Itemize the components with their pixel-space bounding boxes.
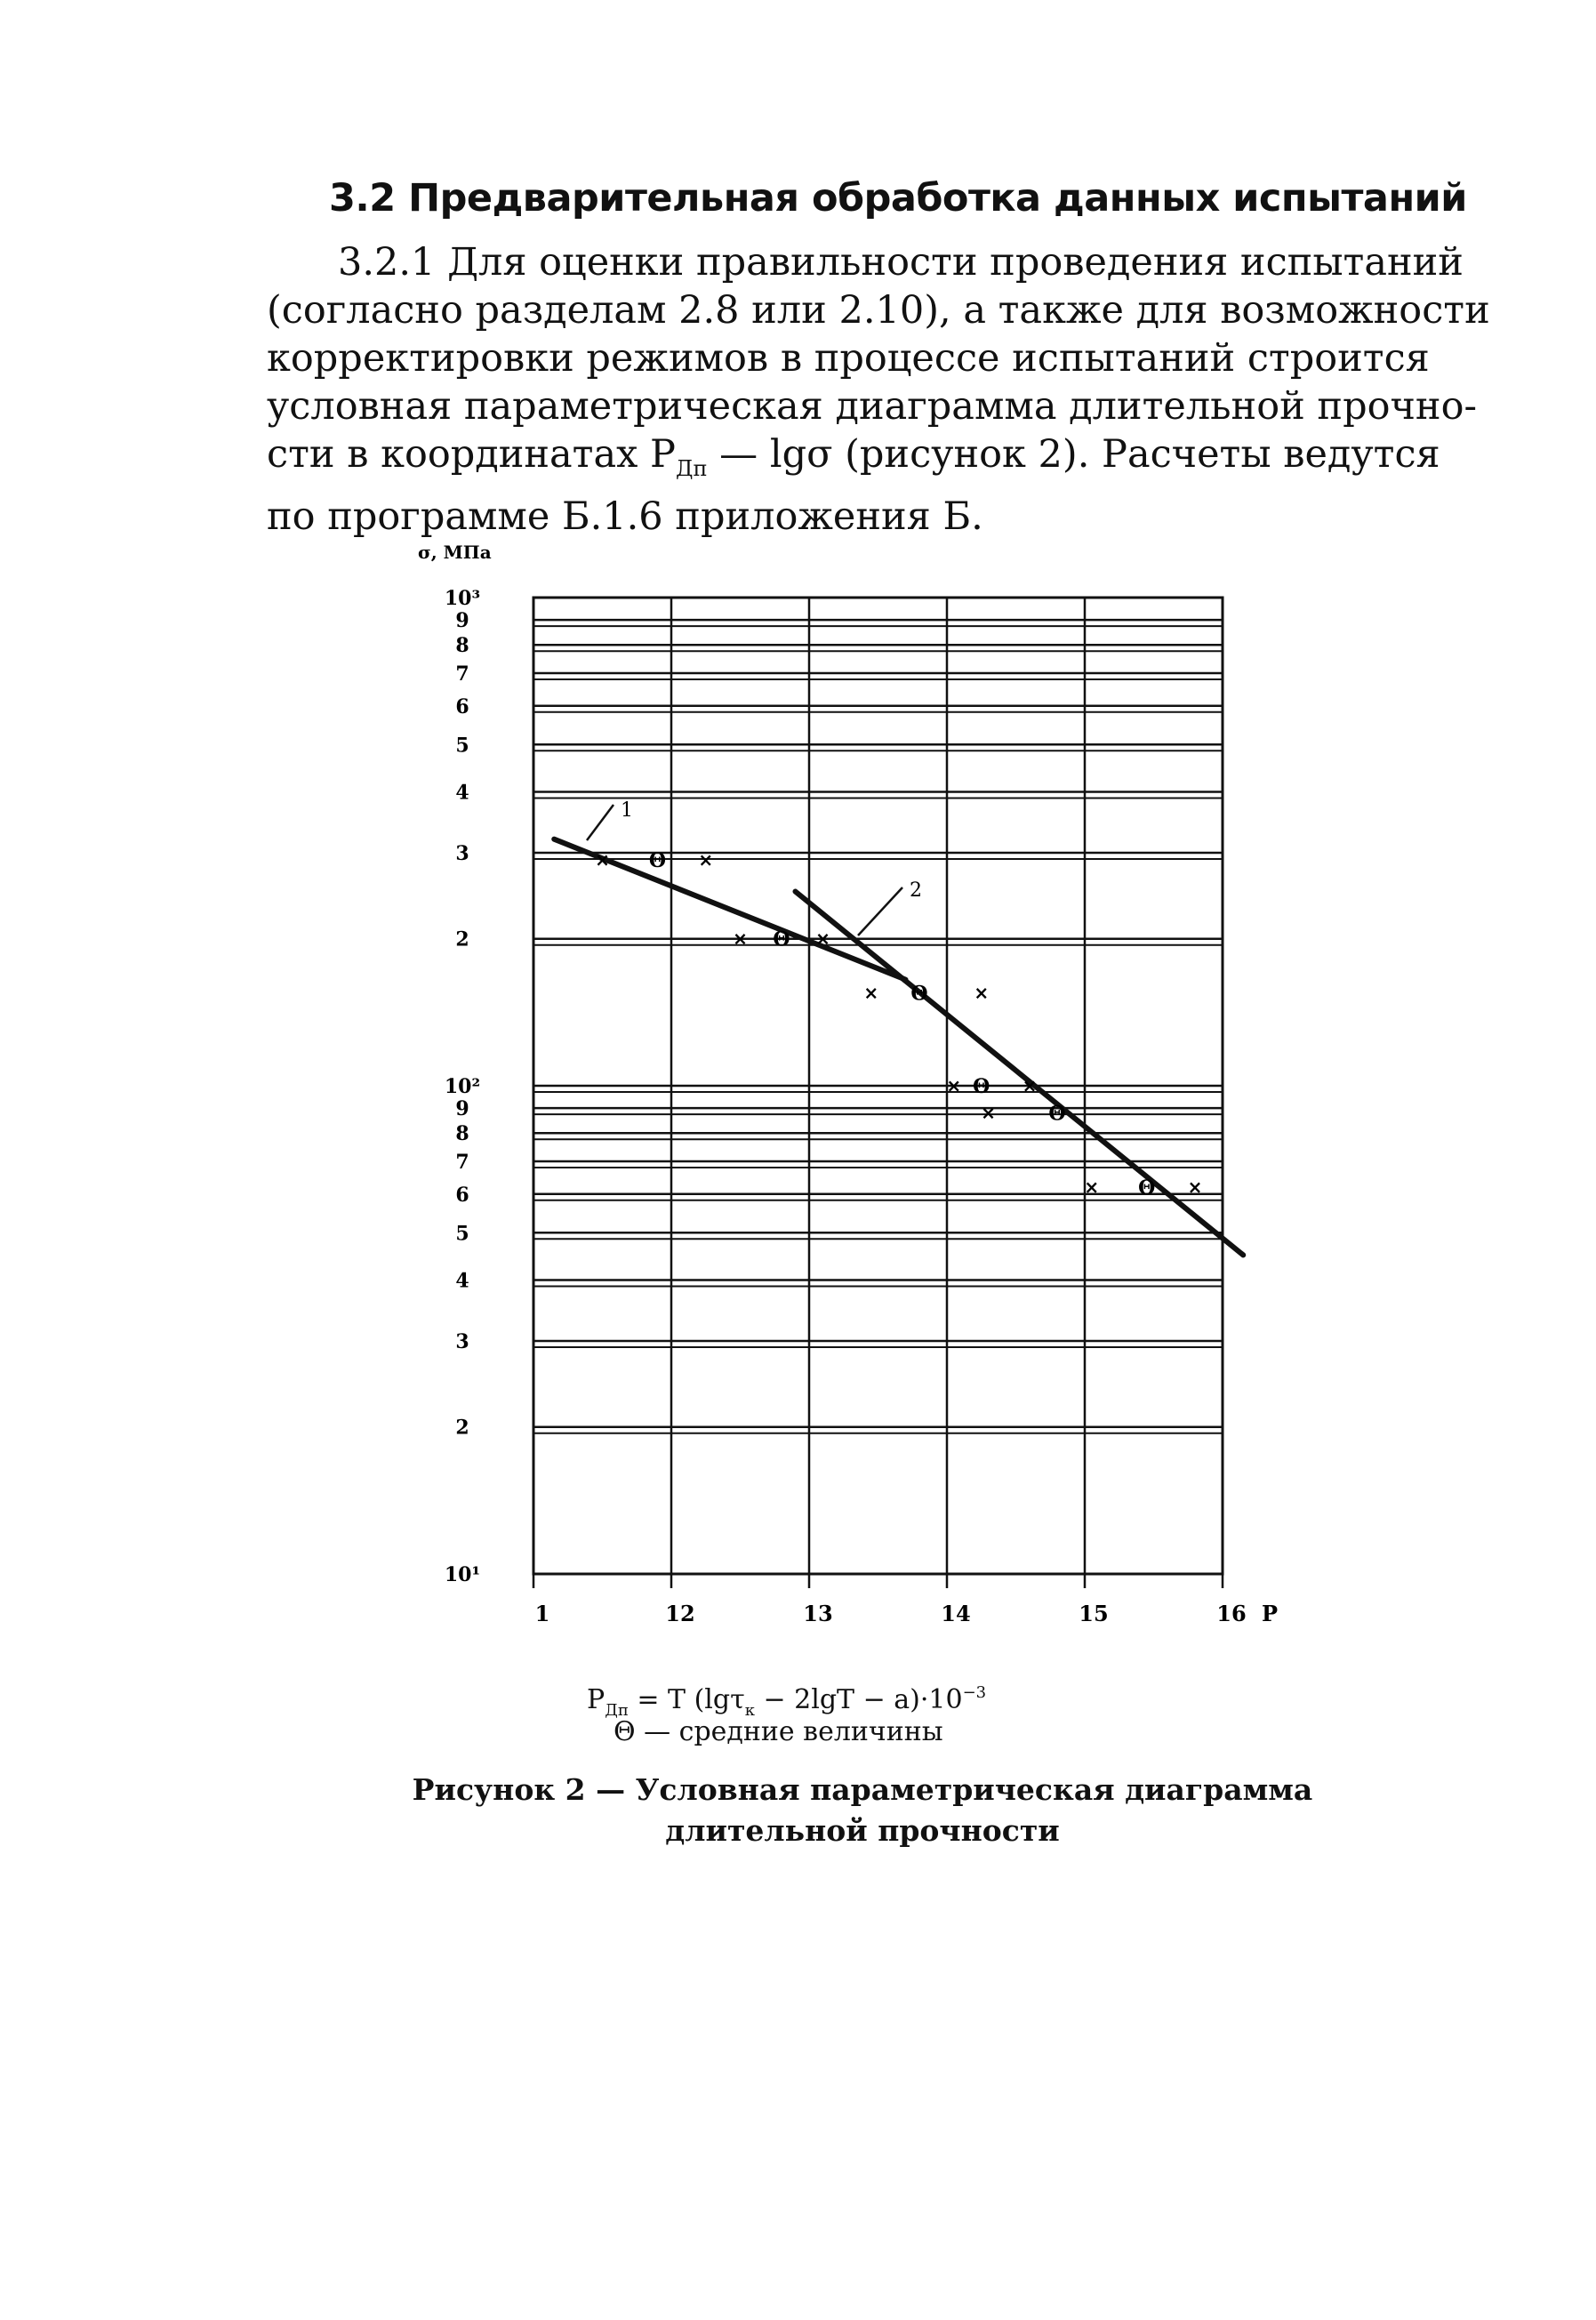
y-tick-label: 2 — [455, 1416, 469, 1440]
series-label-leader — [587, 805, 614, 840]
data-point-x: × — [815, 927, 830, 950]
series-label: 2 — [910, 879, 922, 902]
subscript: Дп — [675, 456, 708, 481]
y-tick-label: 10² — [444, 1075, 481, 1098]
y-tick-label: 5 — [455, 1222, 469, 1246]
data-point-x: × — [733, 927, 748, 950]
y-tick-label: 5 — [455, 734, 469, 758]
formula-body: = Т (lgτ — [628, 1684, 745, 1715]
mean-point: Θ — [773, 927, 790, 951]
data-point-x: × — [1022, 1075, 1038, 1096]
y-tick-label: 4 — [455, 1269, 469, 1293]
paragraph-line: условная параметрическая диаграмма длительной прочно- — [267, 384, 1478, 429]
x-tick-label: 1 — [534, 1601, 550, 1626]
y-tick-labels — [445, 587, 480, 1586]
mean-point: Θ — [648, 849, 667, 873]
x-tick-label: 16 — [1216, 1601, 1247, 1626]
x-tick-labels — [535, 1601, 1278, 1626]
caption-line: Рисунок 2 — Условная параметрическая диаграмма — [412, 1772, 1313, 1807]
y-tick-label: 4 — [455, 781, 469, 805]
formula-body: − 2lgТ − a)·10 — [754, 1684, 963, 1715]
figure-caption — [356, 1770, 1369, 1851]
series-label-leader — [858, 887, 902, 935]
mean-point: Θ — [1138, 1176, 1156, 1200]
paragraph-line: по программе Б.1.6 приложения Б. — [267, 494, 983, 539]
y-tick-label: 9 — [455, 1097, 469, 1121]
y-tick-label: 6 — [455, 694, 469, 718]
data-point-x: × — [946, 1075, 962, 1096]
legend-note: Θ — средние величины — [614, 1716, 943, 1747]
x-tick-label: 14 — [941, 1601, 971, 1626]
data-point-x: × — [863, 982, 879, 1004]
data-point-x: × — [1084, 1176, 1100, 1198]
data-point-x: × — [698, 849, 714, 871]
formula-p-subscript: Дп — [605, 1701, 629, 1720]
x-tick-label: P — [1261, 1601, 1279, 1626]
chart-grid — [533, 598, 1223, 1588]
y-tick-label: 10¹ — [444, 1563, 481, 1586]
mean-point: Θ — [910, 982, 928, 1006]
y-tick-label: 7 — [455, 1151, 469, 1175]
x-tick-label: 15 — [1079, 1601, 1109, 1626]
x-tick-label: 12 — [665, 1601, 695, 1626]
y-tick-label: 3 — [455, 842, 469, 866]
y-tick-label: 8 — [455, 634, 469, 658]
series-label: 1 — [621, 799, 633, 822]
y-axis-label: σ, МПа — [418, 542, 492, 563]
data-point-x: × — [1187, 1176, 1203, 1198]
paragraph-text: — lgσ (рисунок 2). Расчеты ведутся — [707, 432, 1440, 477]
mean-point: Θ — [973, 1075, 990, 1098]
y-tick-label: 10³ — [444, 587, 481, 610]
data-point-x: × — [974, 982, 990, 1004]
paragraph-line: корректировки режимов в процессе испытаний строится — [267, 336, 1430, 381]
x-tick-label: 13 — [803, 1601, 833, 1626]
caption-line: длительной прочности — [665, 1813, 1060, 1848]
section-heading: 3.2 Предварительная обработка данных испытаний — [329, 176, 1467, 221]
data-point-x: × — [595, 849, 610, 871]
y-tick-label: 8 — [455, 1122, 469, 1146]
y-tick-label: 6 — [455, 1183, 469, 1207]
y-tick-label: 3 — [455, 1330, 469, 1354]
formula-p: Р — [587, 1684, 606, 1715]
mean-point: Θ — [1048, 1102, 1066, 1126]
formula-tau-subscript: к — [744, 1701, 755, 1720]
y-tick-label: 2 — [455, 927, 469, 951]
formula-exponent: −3 — [962, 1683, 987, 1702]
paragraph-line: 3.2.1 Для оценки правильности проведения испытаний — [338, 240, 1464, 285]
y-tick-label: 7 — [455, 662, 469, 686]
paragraph-text: сти в координатах Р — [267, 432, 676, 477]
data-point-x: × — [981, 1102, 996, 1124]
y-tick-label: 9 — [455, 609, 469, 633]
paragraph-line: (согласно разделам 2.8 или 2.10), а также для возможности — [267, 288, 1490, 333]
formula — [587, 1683, 986, 1720]
